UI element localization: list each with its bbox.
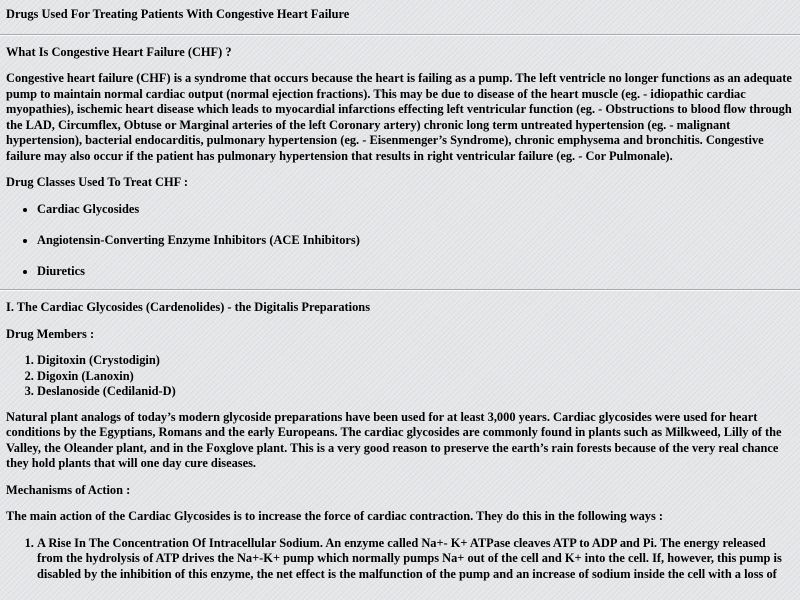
history-paragraph: Natural plant analogs of today’s modern glycoside preparations have been used for at least 3,000 years. Cardiac glycosides were used for heart conditions by the Egyptians, Romans and the early Europeans. The cardiac glycosides are commonly found in plants such as Milkweed, Lilly of the Valley, the Oleander plant, and in the Foxglove plant. This is a very good reason to preserve the earth’s rain forests because of the very real chance they hold plants that will one day cure diseases. <box>6 409 782 470</box>
list-item: • Diuretics <box>37 264 794 280</box>
chf-paragraph: Congestive heart failure (CHF) is a syndrome that occurs because the heart is failing as a pump. The left ventricle no longer functions as an adequate pump to maintain normal cardiac output (normal ejection fractions). This may be due to disease of the heart muscle (eg. - idiopathic cardiac myopathies), ischemic heart disease which leads to myocardial infarctions effecting left ventricular function (eg. - Obstructions to blood flow through the LAD, Circumflex, Obtuse or Marginal arteries of the left Coronary artery) chronic long term untreated hypertension (eg. - malignant hypertension), bacterial endocarditis, pulmonary hypertension (eg. - Eisenmenger’s Syndrome), chronic emphysema and bronchitis. Congestive failure may also occur if the patient has pulmonary hypertension that results in right ventricular failure (eg. - Cor Pulmonale). <box>6 71 792 163</box>
drug-members-heading: Drug Members : <box>6 326 95 341</box>
list-item: 1. A Rise In The Concentration Of Intracellular Sodium. An enzyme called Na+- K+ ATPase cleaves ATP to ADP and Pi. The energy released from the hydrolysis of ATP drives the Na+-K+ pump which normally pumps Na+ out of the cell and K+ into the cell. If, however, this pump is disabled by the inhibition of this enzyme, the net effect is the malfunction of the pump and an increase of sodium inside the cell with a loss of <box>37 536 794 583</box>
section-1-heading: I. The Cardiac Glycosides (Cardenolides) - the Digitalis Preparations <box>6 300 371 314</box>
drug-members-list <box>6 353 794 400</box>
chf-heading: What Is Congestive Heart Failure (CHF) ? <box>6 44 232 59</box>
mechanisms-list <box>6 536 794 583</box>
list-item: 2. Digoxin (Lanoxin) <box>37 369 794 385</box>
list-item: • Cardiac Glycosides <box>37 202 794 218</box>
page-title: Drugs Used For Treating Patients With Congestive Heart Failure <box>6 7 350 21</box>
list-item: 3. Deslanoside (Cedilanid-D) <box>37 384 794 400</box>
list-item: • Angiotensin-Converting Enzyme Inhibitors (ACE Inhibitors) <box>37 233 794 249</box>
list-item: 1. Digitoxin (Crystodigin) <box>37 353 794 369</box>
divider <box>0 289 800 291</box>
mechanisms-intro: The main action of the Cardiac Glycosides is to increase the force of cardiac contraction. They do this in the following ways : <box>6 509 663 523</box>
divider <box>0 34 800 36</box>
drug-classes-list <box>6 202 794 280</box>
document-page <box>6 7 794 582</box>
drug-classes-heading: Drug Classes Used To Treat CHF : <box>6 175 188 189</box>
mechanisms-heading: Mechanisms of Action : <box>6 482 131 497</box>
